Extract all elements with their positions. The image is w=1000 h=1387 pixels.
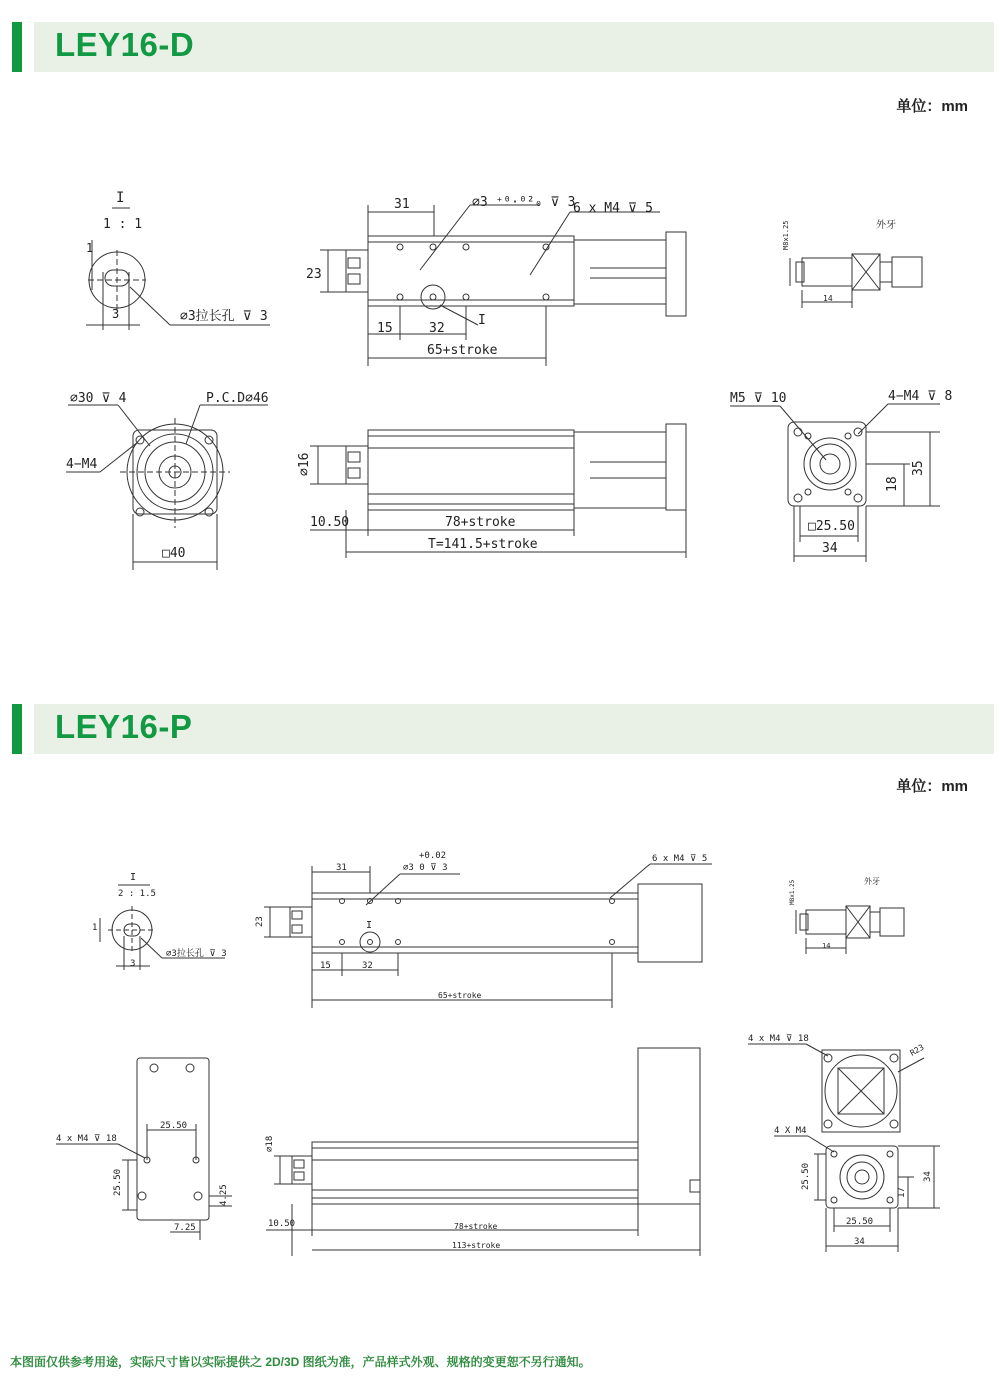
end-view-d [730,389,952,562]
thread-spec: M8x1.25 [782,220,790,250]
dim-label: 31 [336,863,347,873]
dim-label: 25.50 [846,1217,874,1227]
ext-thread-label: 外牙 [864,877,880,886]
slot-label: ∅3拉长孔 ⊽ 3 [180,309,268,324]
thread-label: 4−M4 ⊽ 8 [888,389,953,404]
hole-label: ∅3 0 ⊽ 3 [403,863,448,873]
dim-label: 18 [885,476,900,492]
stroke-label: 65+stroke [427,343,498,358]
dim-label: 10.50 [268,1219,296,1229]
mount-plate-view-p [56,1058,232,1240]
dim-label: 32 [429,321,445,336]
thread-label: 4 X M4 [774,1126,807,1136]
dim-label: □25.50 [808,519,855,534]
dim-label: 3 [130,959,136,969]
total-length-label: 113+stroke [452,1241,501,1250]
dim-label: ∅18 [265,1135,275,1152]
thread-label: 4 x M4 ⊽ 18 [748,1034,809,1044]
detail-view-p [92,872,227,970]
dim-label: 14 [822,942,831,950]
bore-label: ∅30 ⊽ 4 [70,391,127,406]
top-view-d [306,195,686,366]
dim-label: 17 [897,1187,907,1198]
radius-label: R23 [908,1042,926,1058]
dim-label: 1 [86,241,94,255]
section-mark: I [366,920,373,931]
dim-label: 34 [854,1237,865,1247]
thread-label: 4−M4 [66,457,98,472]
section-title-p: LEY16-P [55,708,193,745]
dim-label: 23 [306,267,322,282]
dim-label: ∅16 [297,452,312,476]
body-length-label: 78+stroke [454,1222,498,1231]
dim-label: 15 [377,321,393,336]
dim-label: 1 [92,923,98,933]
flange-view-d [66,391,269,570]
hole-label: ∅3 ⁺⁰·⁰²₀ ⊽ 3 [472,195,576,210]
slot-label: ∅3拉长孔 ⊽ 3 [166,949,227,959]
detail-scale: 1 : 1 [103,217,143,232]
unit-label-d: 单位：mm [896,98,968,115]
side-view-d [297,424,686,558]
dim-label: 14 [823,294,833,303]
section-title-d: LEY16-D [55,26,195,63]
dim-label: 25.50 [801,1162,811,1190]
dim-label: 7.25 [174,1223,196,1233]
tolerance-label: +0.02 [419,851,447,861]
dim-label: 34 [822,541,838,556]
dim-label: 23 [255,916,265,927]
dim-label: 15 [320,961,331,971]
thread-label: 6 x M4 ⊽ 5 [573,201,653,216]
thread-label: 6 x M4 ⊽ 5 [652,854,708,864]
top-view-p [255,851,712,1008]
total-length-label: T=141.5+stroke [428,537,538,552]
unit-label-p: 单位：mm [896,778,968,795]
thread-label: 4 x M4 ⊽ 18 [56,1134,117,1144]
section-mark: I [478,313,486,328]
detail-view-d [86,190,270,330]
dim-label: 32 [362,961,373,971]
body-length-label: 78+stroke [445,515,516,530]
thread-label: M5 ⊽ 10 [730,391,787,406]
dim-label: □40 [162,546,186,561]
detail-label: I [116,190,125,206]
dim-label: 31 [394,197,410,212]
dim-label: 35 [911,460,926,476]
dim-label: 34 [923,1171,933,1182]
dim-label: 10.50 [310,515,350,530]
dim-label: 25.50 [113,1168,123,1196]
pcd-label: P.C.D∅46 [206,391,269,406]
detail-label: I [130,872,137,883]
dim-label: 25.50 [160,1121,188,1131]
rod-end-view-p [789,876,904,954]
ext-thread-label: 外牙 [876,220,896,231]
stroke-label: 65+stroke [438,991,482,1000]
dim-label: 4.25 [219,1184,229,1206]
thread-spec: M8x1.25 [789,879,796,905]
side-view-p [265,1048,700,1256]
rod-end-view-d [782,218,922,308]
dim-label: 3 [112,307,120,321]
end-view-p [748,1034,940,1252]
footer-disclaimer: 本图面仅供参考用途，实际尺寸皆以实际提供之 2D/3D 图纸为准，产品样式外观、规格的变更恕不另行通知。 [10,1355,591,1369]
detail-scale: 2 : 1.5 [118,889,156,899]
